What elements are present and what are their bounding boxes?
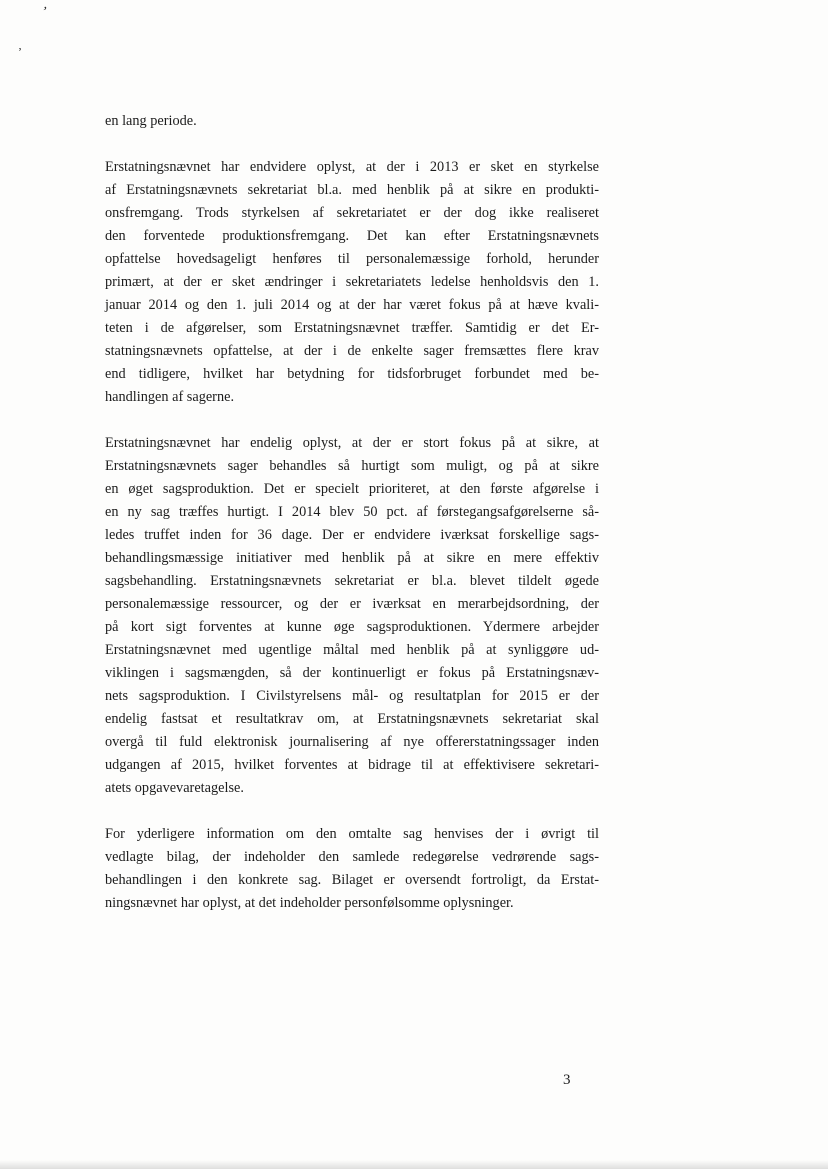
text-line: viklingen i sagsmængden, så der kontinuerligt er fokus på Erstatningsnæv- [105,665,599,681]
text-line: For yderligere information om den omtalte sag henvises der i øvrigt til [105,826,599,842]
text-line: nets sagsproduktion. I Civilstyrelsens mål- og resultatplan for 2015 er der [105,688,599,704]
text-line: overgå til fuld elektronisk journalisering af nye offererstatningssager inden [105,734,599,750]
text-line: statningsnævnets opfattelse, at der i de enkelte sager fremsættes flere krav [105,343,599,359]
text-line: sagsbehandling. Erstatningsnævnets sekretariat er bl.a. blevet tildelt øgede [105,573,599,589]
text-line: onsfremgang. Trods styrkelsen af sekretariatet er der dog ikke realiseret [105,205,599,221]
text-line: behandlingsmæssige initiativer med henblik på at sikre en mere effektiv [105,550,599,566]
paragraph-1 [105,110,599,133]
text-line: opfattelse hovedsageligt henføres til personalemæssige forhold, herunder [105,251,599,267]
text-line: teten i de afgørelser, som Erstatningsnævnet træffer. Samtidig er det Er- [105,320,599,336]
scan-artifact: ’ [40,4,49,21]
paragraph-2 [105,156,599,409]
text-line: den forventede produktionsfremgang. Det kan efter Erstatningsnævnets [105,228,599,244]
text-line: atets opgavevaretagelse. [105,780,244,796]
text-line: en øget sagsproduktion. Det er specielt prioriteret, at den første afgørelse i [105,481,599,497]
text-line: en lang periode. [105,113,197,129]
page-number: 3 [563,1072,571,1088]
text-line: handlingen af sagerne. [105,389,235,405]
text-line: behandlingen i den konkrete sag. Bilaget er oversendt fortroligt, da Erstat- [105,872,599,888]
text-line: Erstatningsnævnet har endelig oplyst, at der er stort fokus på at sikre, at [105,435,599,451]
text-line: primært, at der er sket ændringer i sekretariatets ledelse henholdsvis den 1. [105,274,599,290]
text-line: vedlagte bilag, der indeholder den samlede redegørelse vedrørende sags- [105,849,599,865]
paragraph-3 [105,432,599,800]
text-line: personalemæssige ressourcer, og der er iværksat en merarbejdsordning, der [105,596,599,612]
text-line: end tidligere, hvilket har betydning for tidsforbruget forbundet med be- [105,366,599,382]
text-line: udgangen af 2015, hvilket forventes at bidrage til at effektivisere sekretari- [105,757,599,773]
text-line: af Erstatningsnævnets sekretariat bl.a. med henblik på at sikre en produkti- [105,182,599,198]
paragraph-4 [105,823,599,915]
scan-artifact: ‚ [18,38,22,52]
document-body [105,110,599,938]
text-line: Erstatningsnævnet med ugentlige måltal med henblik på at synliggøre ud- [105,642,599,658]
text-line: Erstatningsnævnets sager behandles så hurtigt som muligt, og på at sikre [105,458,599,474]
text-line: januar 2014 og den 1. juli 2014 og at der har været fokus på at hæve kvali- [105,297,599,313]
text-line: Erstatningsnævnet har endvidere oplyst, at der i 2013 er sket en styrkelse [105,159,599,175]
text-line: ledes truffet inden for 36 dage. Der er endvidere iværksat forskellige sags- [105,527,599,543]
text-line: ningsnævnet har oplyst, at det indeholder personfølsomme oplysninger. [105,895,514,911]
text-line: på kort sigt forventes at kunne øge sagsproduktionen. Ydermere arbejder [105,619,599,635]
text-line: en ny sag træffes hurtigt. I 2014 blev 50 pct. af førstegangsafgørelserne så- [105,504,599,520]
text-line: endelig fastsat et resultatkrav om, at Erstatningsnævnets sekretariat skal [105,711,599,727]
